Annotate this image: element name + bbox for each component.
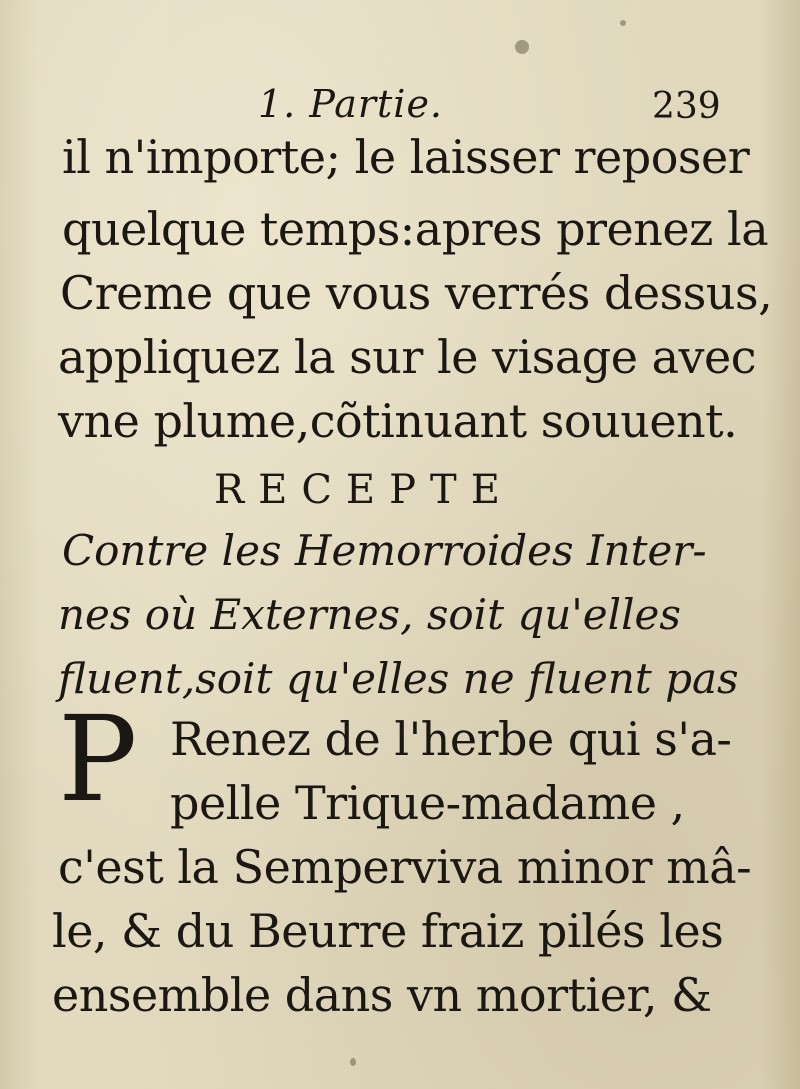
paper-stain bbox=[515, 40, 529, 54]
text-line: pelle Trique-madame , bbox=[170, 776, 685, 830]
page-number: 239 bbox=[652, 86, 721, 127]
text-line: Renez de l'herbe qui s'a- bbox=[170, 712, 732, 766]
subtitle-line: nes où Externes, soit qu'elles bbox=[58, 590, 681, 639]
text-line: il n'importe; le laisser reposer bbox=[62, 130, 750, 184]
paper-stain bbox=[350, 1058, 356, 1066]
paper-stain bbox=[620, 20, 626, 26]
drop-cap: P bbox=[58, 690, 138, 828]
page-header bbox=[0, 82, 800, 132]
text-line: appliquez la sur le visage avec bbox=[58, 330, 756, 384]
text-line: Creme que vous verrés dessus, bbox=[60, 266, 773, 320]
text-line: quelque temps:apres prenez la bbox=[62, 202, 769, 256]
text-line: le, & du Beurre fraiz pilés les bbox=[52, 904, 724, 958]
text-line: c'est la Semperviva minor mâ- bbox=[58, 840, 752, 894]
running-title: 1. Partie. bbox=[258, 82, 444, 126]
subtitle-line: Contre les Hemorroides Inter- bbox=[62, 526, 707, 575]
text-line: ensemble dans vn mortier, & bbox=[52, 968, 712, 1022]
text-line: vne plume,cõtinuant souuent. bbox=[58, 394, 738, 448]
recipe-heading: RECEPTE bbox=[214, 467, 514, 513]
subtitle-line: fluent,soit qu'elles ne fluent pas bbox=[58, 654, 739, 703]
